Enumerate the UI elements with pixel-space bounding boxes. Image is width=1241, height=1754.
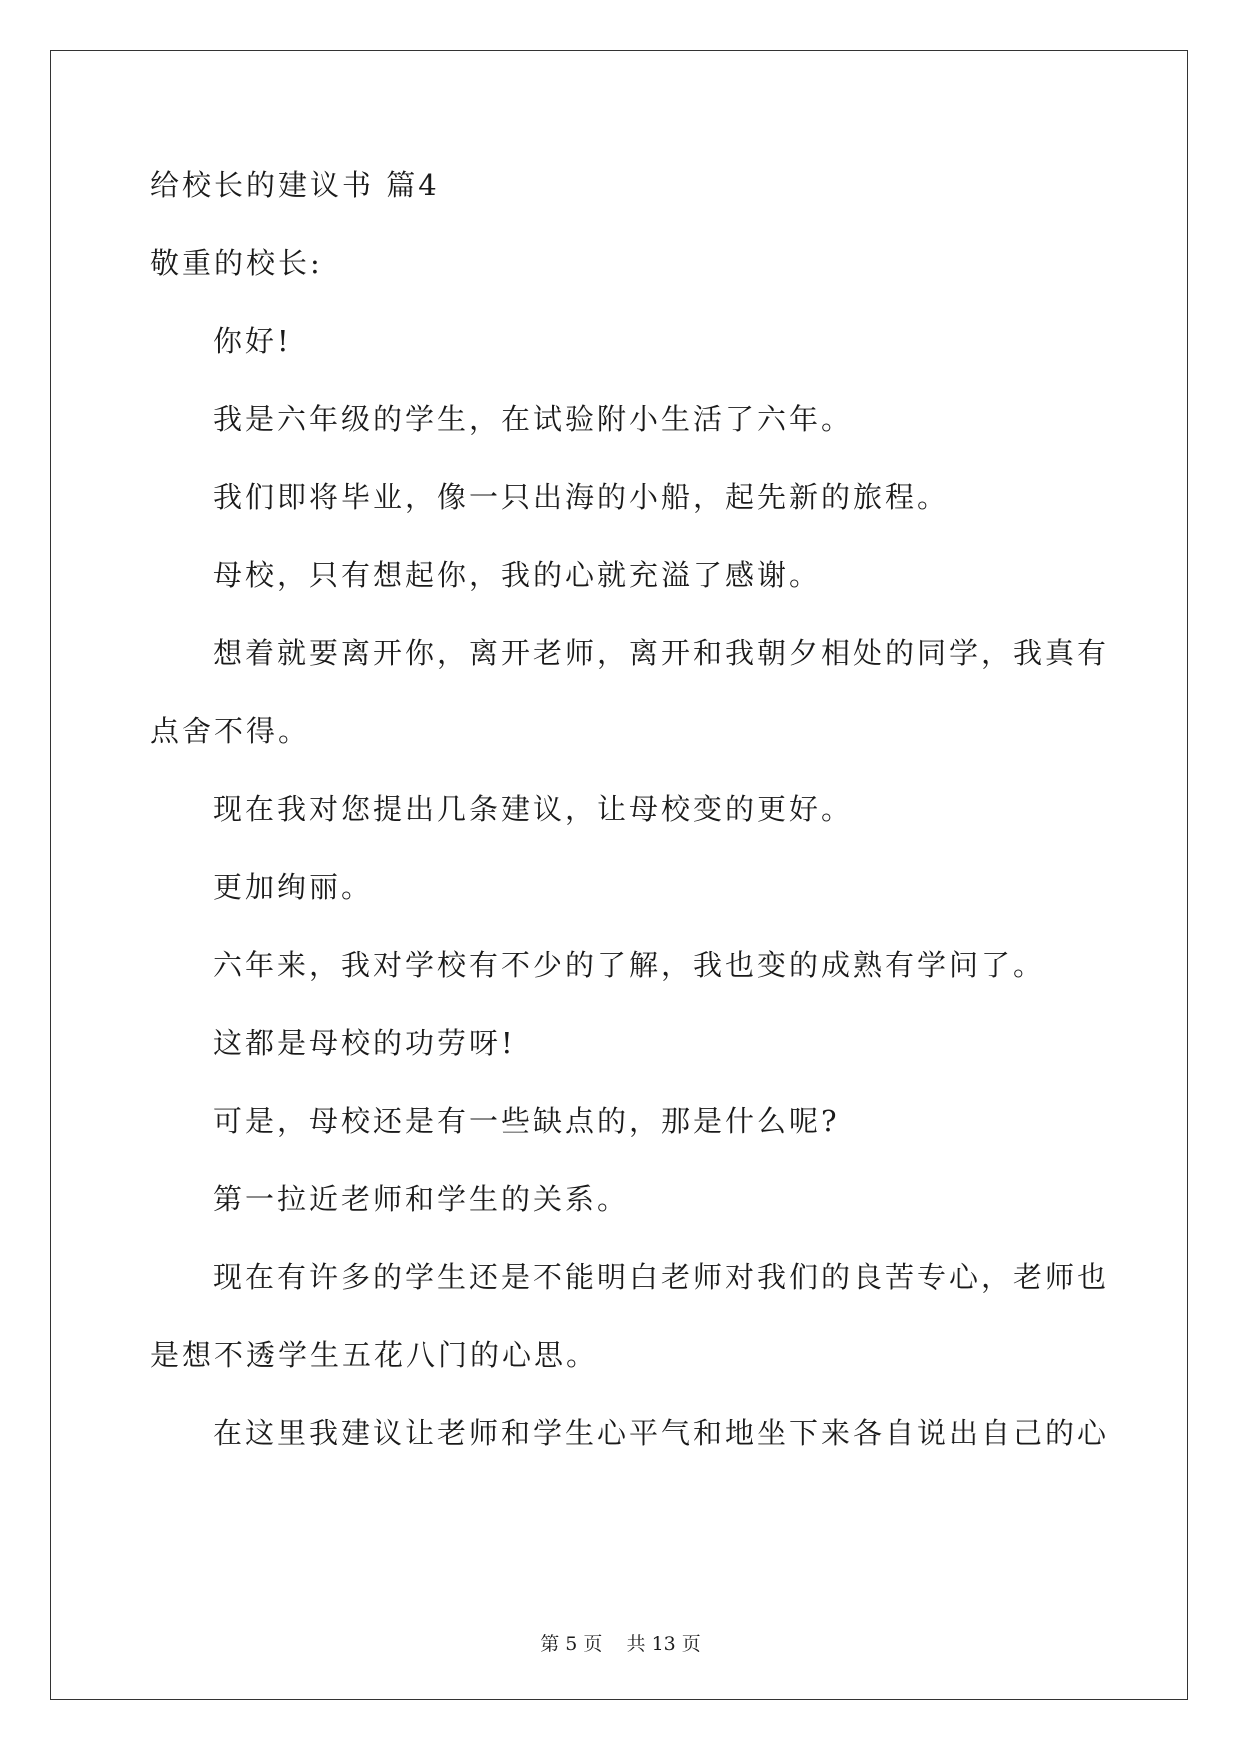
paragraph-line: 是想不透学生五花八门的心思。 bbox=[150, 1338, 599, 1372]
paragraph-line: 这都是母校的功劳呀! bbox=[213, 1026, 516, 1060]
salutation: 敬重的校长: bbox=[150, 246, 323, 280]
paragraph-line: 你好! bbox=[213, 324, 292, 358]
paragraph-line: 在这里我建议让老师和学生心平气和地坐下来各自说出自己的心 bbox=[213, 1416, 1110, 1450]
paragraph-line: 母校，只有想起你，我的心就充溢了感谢。 bbox=[213, 558, 822, 592]
paragraph-line: 第一拉近老师和学生的关系。 bbox=[213, 1182, 630, 1216]
paragraph-line: 想着就要离开你，离开老师，离开和我朝夕相处的同学，我真有 bbox=[213, 636, 1110, 670]
paragraph-line: 现在有许多的学生还是不能明白老师对我们的良苦专心，老师也 bbox=[213, 1260, 1110, 1294]
paragraph-line: 我们即将毕业，像一只出海的小船，起先新的旅程。 bbox=[213, 480, 950, 514]
paragraph-line: 现在我对您提出几条建议，让母校变的更好。 bbox=[213, 792, 854, 826]
page-total: 共 13 页 bbox=[626, 1633, 701, 1655]
paragraph-line: 更加绚丽。 bbox=[213, 870, 374, 904]
page-footer bbox=[0, 1632, 1241, 1656]
paragraph-line: 点舍不得。 bbox=[150, 714, 311, 748]
document-title: 给校长的建议书 篇4 bbox=[150, 168, 440, 202]
page-number: 第 5 页 bbox=[540, 1633, 603, 1655]
paragraph-line: 我是六年级的学生，在试验附小生活了六年。 bbox=[213, 402, 854, 436]
paragraph-line: 六年来，我对学校有不少的了解，我也变的成熟有学问了。 bbox=[213, 948, 1046, 982]
paragraph-line: 可是，母校还是有一些缺点的，那是什么呢? bbox=[213, 1104, 840, 1138]
